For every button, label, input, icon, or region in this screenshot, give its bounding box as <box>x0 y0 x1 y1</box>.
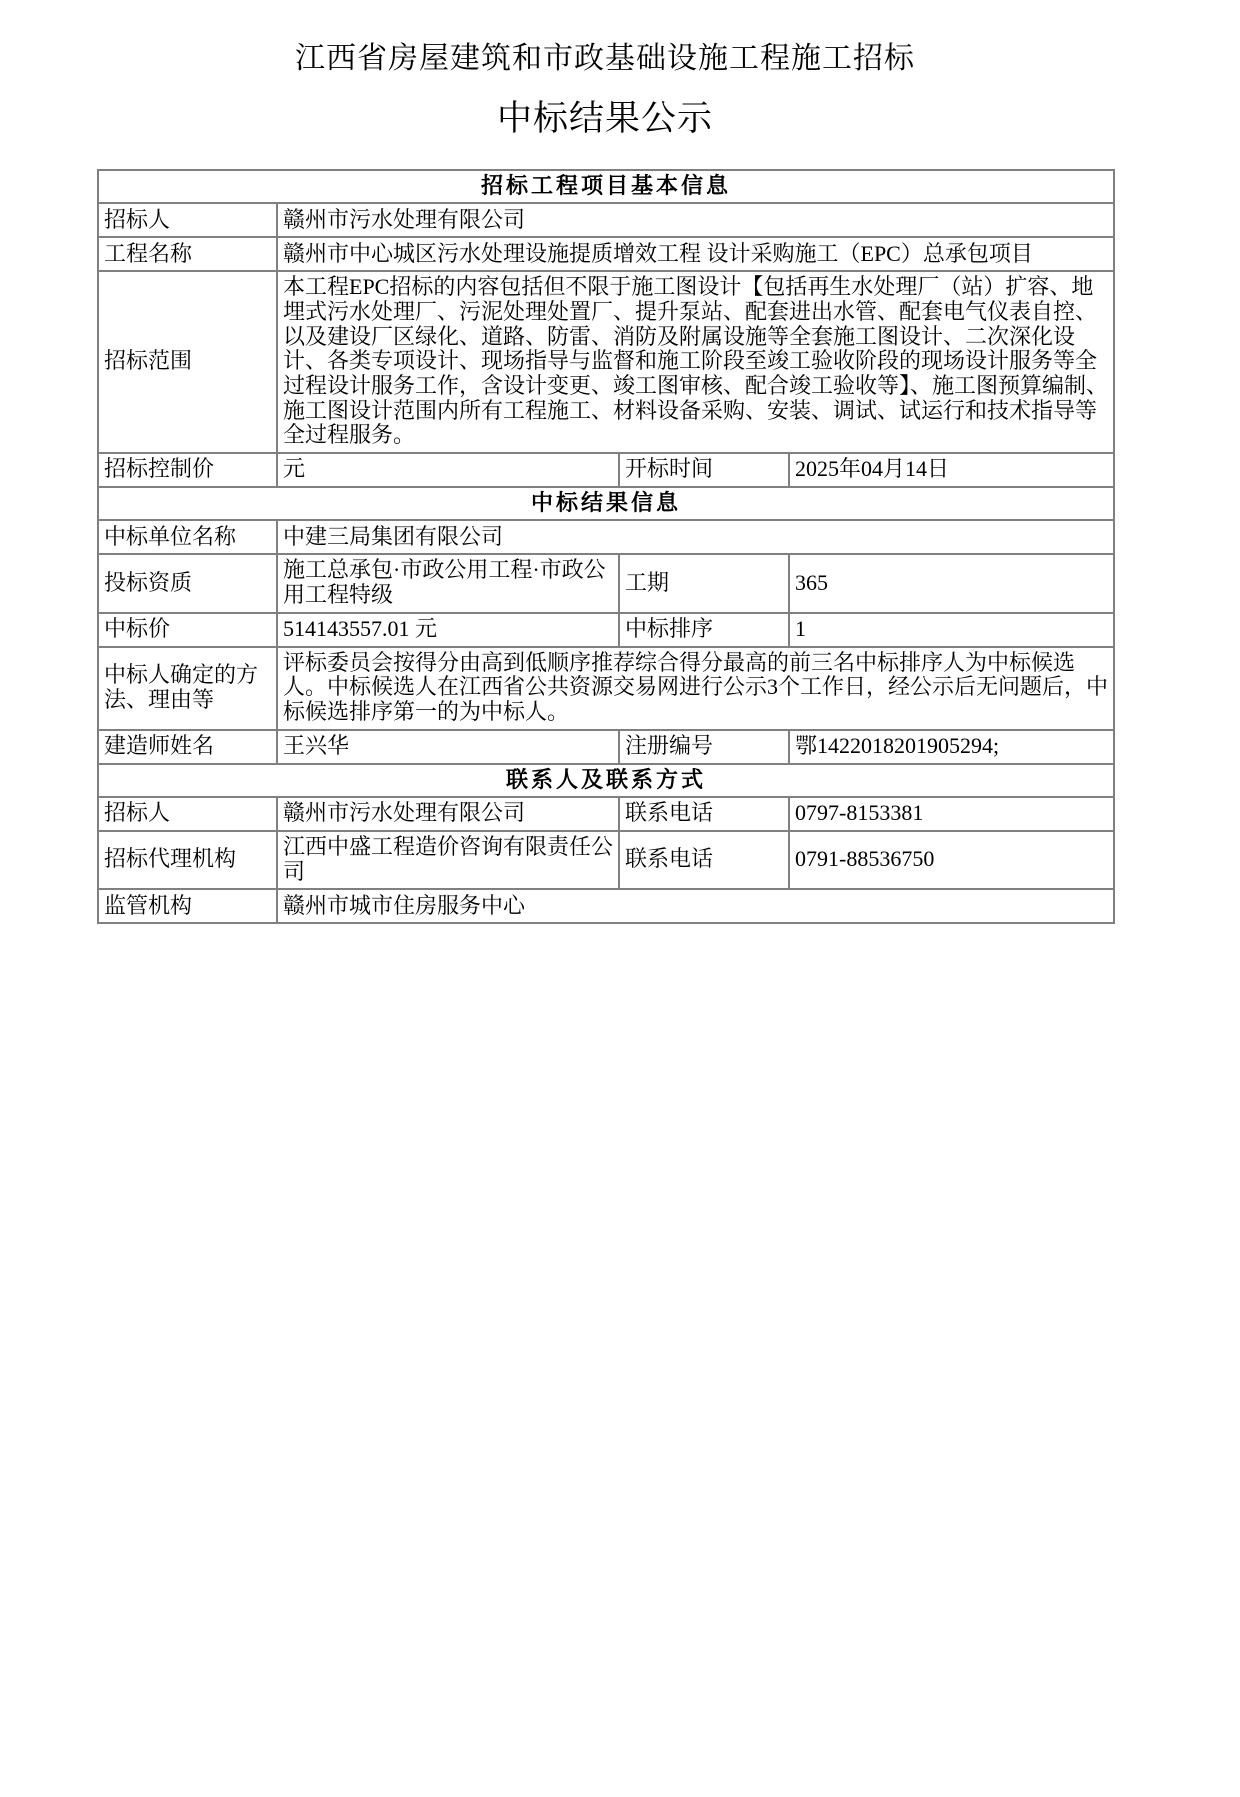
table-row-builder-name <box>98 730 1114 764</box>
bid-result-table <box>97 169 1115 925</box>
contact-tenderer-value: 赣州市污水处理有限公司 <box>277 797 619 831</box>
bid-scope-label: 招标范围 <box>98 271 277 452</box>
registration-number-value: 鄂1422018201905294; <box>789 730 1114 764</box>
section-header-contact-info: 联系人及联系方式 <box>98 764 1114 798</box>
doc-title-line2: 中标结果公示 <box>496 98 713 138</box>
contact-agency-label: 招标代理机构 <box>98 831 277 889</box>
qualification-label: 投标资质 <box>98 554 277 612</box>
control-price-value: 元 <box>277 453 619 487</box>
table-row-control-price <box>98 453 1114 487</box>
table-row-winner-name <box>98 520 1114 554</box>
winning-rank-label: 中标排序 <box>619 613 789 647</box>
table-row-winning-price <box>98 613 1114 647</box>
table-row-tenderer <box>98 203 1114 237</box>
supervisor-label: 监管机构 <box>98 889 277 923</box>
table-row-project-name <box>98 237 1114 271</box>
doc-title-line1: 江西省房屋建筑和市政基础设施工程施工招标 <box>295 42 915 75</box>
section-header-row <box>98 764 1114 798</box>
table-row-contact-tenderer <box>98 797 1114 831</box>
contact-tenderer-label: 招标人 <box>98 797 277 831</box>
determination-method-label: 中标人确定的方法、理由等 <box>98 647 277 730</box>
contact-agency-value: 江西中盛工程造价咨询有限责任公司 <box>277 831 619 889</box>
winning-price-value: 514143557.01 元 <box>277 613 619 647</box>
registration-number-label: 注册编号 <box>619 730 789 764</box>
determination-method-value: 评标委员会按得分由高到低顺序推荐综合得分最高的前三名中标排序人为中标候选人。中标候选人在江西省公共资源交易网进行公示3个工作日，经公示后无问题后，中标候选排序第一的为中标人。 <box>277 647 1114 730</box>
section-header-result-info: 中标结果信息 <box>98 487 1114 521</box>
table-row-determination-method <box>98 647 1114 730</box>
open-bid-time-value: 2025年04月14日 <box>789 453 1114 487</box>
winning-rank-value: 1 <box>789 613 1114 647</box>
duration-label: 工期 <box>619 554 789 612</box>
contact-agency-phone-value: 0791-88536750 <box>789 831 1114 889</box>
project-name-value: 赣州市中心城区污水处理设施提质增效工程 设计采购施工（EPC）总承包项目 <box>277 237 1114 271</box>
section-header-row <box>98 487 1114 521</box>
table-row-contact-agency <box>98 831 1114 889</box>
table-row-bid-scope <box>98 271 1114 452</box>
control-price-label: 招标控制价 <box>98 453 277 487</box>
builder-name-value: 王兴华 <box>277 730 619 764</box>
winner-name-label: 中标单位名称 <box>98 520 277 554</box>
tenderer-value: 赣州市污水处理有限公司 <box>277 203 1114 237</box>
bid-scope-value: 本工程EPC招标的内容包括但不限于施工图设计【包括再生水处理厂（站）扩容、地埋式污水处理厂、污泥处理处置厂、提升泵站、配套进出水管、配套电气仪表自控、以及建设厂区绿化、道路、防雷、消防及附属设施等全套施工图设计、二次深化设计、各类专项设计、现场指导与监督和施工阶段至竣工验收阶段的现场设计服务等全过程设计服务工作，含设计变更、竣工图审核、配合竣工验收等】、施工图预算编制、施工图设计范围内所有工程施工、材料设备采购、安装、调试、试运行和技术指导等全过程服务。 <box>277 271 1114 452</box>
winner-name-value: 中建三局集团有限公司 <box>277 520 1114 554</box>
contact-tenderer-phone-value: 0797-8153381 <box>789 797 1114 831</box>
duration-value: 365 <box>789 554 1114 612</box>
qualification-value: 施工总承包·市政公用工程·市政公用工程特级 <box>277 554 619 612</box>
section-header-basic-info: 招标工程项目基本信息 <box>98 170 1114 204</box>
project-name-label: 工程名称 <box>98 237 277 271</box>
open-bid-time-label: 开标时间 <box>619 453 789 487</box>
table-row-supervisor <box>98 889 1114 923</box>
contact-agency-phone-label: 联系电话 <box>619 831 789 889</box>
tenderer-label: 招标人 <box>98 203 277 237</box>
document-page <box>97 42 1113 924</box>
builder-name-label: 建造师姓名 <box>98 730 277 764</box>
supervisor-value: 赣州市城市住房服务中心 <box>277 889 1114 923</box>
contact-tenderer-phone-label: 联系电话 <box>619 797 789 831</box>
winning-price-label: 中标价 <box>98 613 277 647</box>
section-header-row <box>98 170 1114 204</box>
table-row-qualification <box>98 554 1114 612</box>
